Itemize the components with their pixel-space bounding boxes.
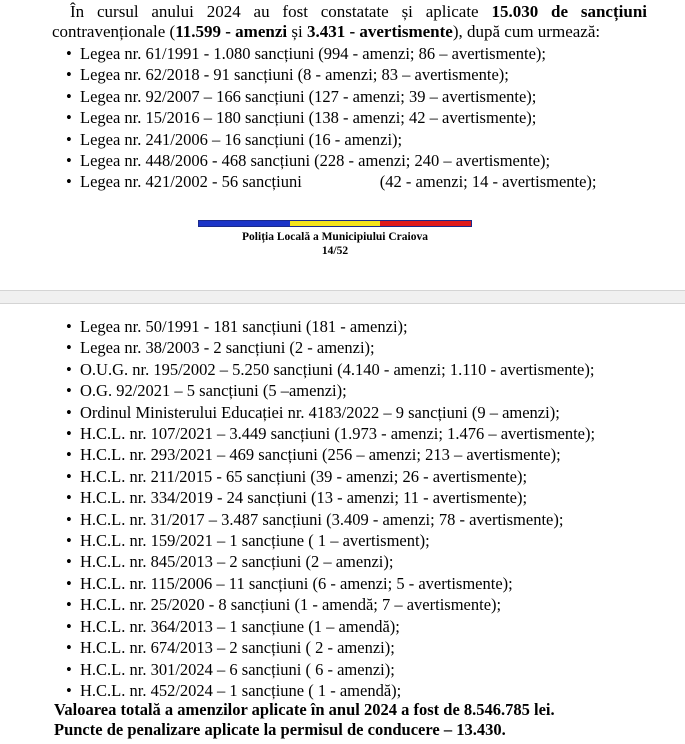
total-fines: 11.599 - amenzi	[175, 22, 288, 41]
intro-paragraph	[52, 2, 647, 42]
intro-text: și	[287, 22, 307, 41]
list-item: • H.C.L. nr. 364/2013 – 1 sancțiune (1 – amendă);	[66, 616, 666, 637]
list-item: • Legea nr. 50/1991 - 181 sancțiuni (181 - amenzi);	[66, 316, 666, 337]
list-item	[66, 171, 666, 192]
total-sanctions: 15.030 de sancțiuni	[491, 2, 647, 21]
list-item: • H.C.L. nr. 25/2020 - 8 sancțiuni (1 - amendă; 7 – avertismente);	[66, 594, 666, 615]
total-warnings: 3.431 - avertismente	[306, 22, 453, 41]
flag-red-stripe	[380, 221, 471, 226]
flag-yellow-stripe	[290, 221, 381, 226]
list-item: • O.U.G. nr. 195/2002 – 5.250 sancțiuni (4.140 - amenzi; 1.110 - avertismente);	[66, 359, 666, 380]
list-item-left: Legea nr. 421/2002 - 56 sancțiuni	[80, 172, 302, 192]
sanctions-list-page-15	[66, 316, 666, 701]
list-item: • H.C.L. nr. 293/2021 – 469 sancțiuni (256 – amenzi; 213 – avertismente);	[66, 444, 666, 465]
list-item: • O.G. 92/2021 – 5 sancțiuni (5 –amenzi);	[66, 380, 666, 401]
penalty-points-total: Puncte de penalizare aplicate la permisul de conducere – 13.430.	[54, 719, 506, 739]
fines-total-value: Valoarea totală a amenzilor aplicate în anul 2024 a fost de 8.546.785 lei.	[54, 700, 555, 719]
list-item: • Legea nr. 15/2016 – 180 sancțiuni (138 - amenzi; 42 – avertismente);	[66, 107, 666, 128]
list-item: • H.C.L. nr. 159/2021 – 1 sancțiune ( 1 – avertisment);	[66, 530, 666, 551]
intro-text: În cursul anului 2024 au fost constatate și aplicate	[70, 2, 492, 21]
list-item: • H.C.L. nr. 845/2013 – 2 sancțiuni (2 – amenzi);	[66, 551, 666, 572]
intro-text: contravenționale (	[52, 22, 176, 41]
list-item: • H.C.L. nr. 211/2015 - 65 sancțiuni (39 - amenzi; 26 - avertismente);	[66, 466, 666, 487]
list-item-right: (42 - amenzi; 14 - avertismente);	[379, 172, 597, 192]
document-page-14	[0, 0, 685, 290]
list-item: • H.C.L. nr. 31/2017 – 3.487 sancțiuni (3.409 - amenzi; 78 - avertismente);	[66, 509, 666, 530]
page-number: 14/52	[321, 245, 349, 257]
footer-title: Poliția Locală a Municipiului Craiova	[242, 231, 428, 243]
totals-summary	[54, 700, 654, 739]
sanctions-list-page-14	[66, 43, 666, 193]
list-item: • Legea nr. 61/1991 - 1.080 sancțiuni (994 - amenzi; 86 – avertismente);	[66, 43, 666, 64]
list-item: • Legea nr. 241/2006 – 16 sancțiuni (16 - amenzi);	[66, 129, 666, 150]
list-item: • Legea nr. 92/2007 – 166 sancțiuni (127 - amenzi; 39 – avertismente);	[66, 86, 666, 107]
list-item: • H.C.L. nr. 301/2024 – 6 sancțiuni ( 6 - amenzi);	[66, 659, 666, 680]
list-item: • H.C.L. nr. 115/2006 – 11 sancțiuni (6 - amenzi; 5 - avertismente);	[66, 573, 666, 594]
list-item: • Legea nr. 448/2006 - 468 sancțiuni (228 - amenzi; 240 – avertismente);	[66, 150, 666, 171]
list-item: • H.C.L. nr. 674/2013 – 2 sancțiuni ( 2 - amenzi);	[66, 637, 666, 658]
document-page-15	[0, 304, 685, 744]
tricolor-flag	[198, 220, 472, 227]
list-item: • Legea nr. 62/2018 - 91 sancțiuni (8 - amenzi; 83 – avertismente);	[66, 64, 666, 85]
list-item: • H.C.L. nr. 107/2021 – 3.449 sancțiuni (1.973 - amenzi; 1.476 – avertismente);	[66, 423, 666, 444]
list-item: • H.C.L. nr. 452/2024 – 1 sancțiune ( 1 - amendă);	[66, 680, 666, 701]
flag-blue-stripe	[199, 221, 290, 226]
page-footer	[198, 220, 472, 258]
list-item: • H.C.L. nr. 334/2019 - 24 sancțiuni (13 - amenzi; 11 - avertismente);	[66, 487, 666, 508]
intro-text: ), după cum urmează:	[452, 22, 601, 41]
page-break	[0, 290, 685, 304]
list-item: • Legea nr. 38/2003 - 2 sancțiuni (2 - amenzi);	[66, 337, 666, 358]
list-item: • Ordinul Ministerului Educației nr. 4183/2022 – 9 sancțiuni (9 – amenzi);	[66, 402, 666, 423]
